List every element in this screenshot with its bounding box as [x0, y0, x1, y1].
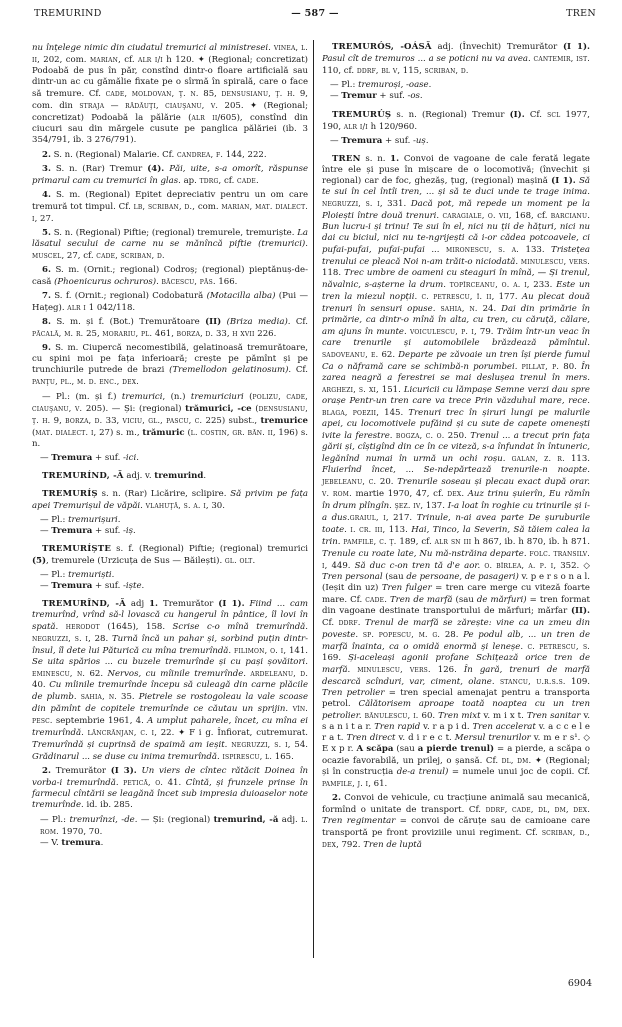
entry-subline: — Pl.: tremurînzi, -de. — Și: (regional) tremurind, -ă adj. l. rom. 1970, 70. [40, 815, 308, 837]
entry-paragraph: TREMURÍȘTE s. f. (Regional) Piftie; (regional) tremurici (5), tremurele (Urzicuța de Sus — Băilești). gl. olt. [32, 544, 308, 566]
entry-paragraph: TREMURÚȘ s. n. (Regional) Tremur (I). Cf. scl 1977, 190, alr i/i h 120/960. [322, 110, 590, 132]
entry-paragraph: TREMURÍND, -Ă adj. v. tremurind. [42, 471, 207, 481]
entry-subline: — Pl.: tremuroși, -oase. [330, 80, 432, 90]
entry-paragraph: 7. S. f. (Ornit.; regional) Codobatură (Motacilla alba) (Pui — Hațeg). alr i 1 042/118. [32, 291, 309, 313]
entry-subline: — Tremura + suf. -iș. [40, 526, 136, 536]
header-right-guideword: TREN [566, 8, 596, 19]
running-header [34, 8, 596, 22]
entry-paragraph: 3. S. n. (Rar) Tremur (4). Păi, uite, s-a omorît, răspunse primarul cam cu tremurici în glas. ap. tdrg, cf. cade. [32, 164, 309, 186]
entry-paragraph: TREMURÓS, -OÁSĂ adj. (Învechit) Tremurător (I 1). Pasul cît de tremuros ... a se poticni nu va avea. cantemir, ist. 110, cf. ddrf, bl v, 115, scriban, d. [322, 42, 591, 76]
entry-paragraph: 9. S. m. Ciupercă necomestibilă, gelatinoasă tremurătoare, cu spini moi pe fața inferioară; crește pe pămînt și pe trunchiurile putrede de brazi (Tremellodon gelatinosum). Cf. panţu, pl., m. d. enc., dex. [32, 343, 308, 387]
left-column [32, 42, 308, 849]
entry-paragraph: nu înțelege nimic din ciudatul tremurici al ministresei. vinea, l. ii, 202, com. marian, cf. alr i/i h 120. ✦ (Regional; concretizat) Podoabă de pus în păr, constînd dintr-o floare artificială sau dintr-un ac cu gămălie fixate pe o sîrmă în spirală, care o face să tremure. Cf. cade, moldovan, ţ. n. 85, densusianu, ţ. h. 9, com. din straja — rădăuţi, ciauşanu, v. 205. ✦ (Regional; concretizat) Podoabă la pălărie (alr ii/605), constînd din ciucuri sau din mărgele cusute pe panglica pălăriei (ib. 3 354/791, ib. 3 276/791). [32, 43, 309, 145]
entry-paragraph: TREMURÎ́ND, -Ă adj 1. Tremurător (I 1). Fiind ... cam tremurînd, vrînd să-l lovască cu hangerul în pântice, îl lovi în spată. herodot (1645), 158. Scrise c-o mînă tremurîndă. negruzzi, s. i, 28. Turnă încă un pahar și, sorbind puțin dintr-însul, îl dete lui Păturică cu mîna tremurîndă. filimon, o. i, 141. Se uita spărios ... cu buzele tremurînde și cu pași șovăitori. eminescu, n. 62. Nervos, cu mîinile tremurînde. ardeleanu, d. 40. Cu mîinile tremurînde începu să culeagă din carne plăcile de plumb. sahia, n. 35. Pietrele se rostogoleau la vale scoase din pămînt de copitele tremurînde ce căutau un sprijin. vîn. pesc. septembrie 1961, 4. A umplut paharele, încet, cu mîna ei tremurîndă. lăncrănjan, c. i, 22. ✦ F i g. Înfiorat, cutremurat. Tremurîndă și cuprinsă de spaimă am ieșit. negruzzi, s. i, 54. Grădinarul ... se duse cu inima tremurîndă. ispirescu, l. 165. [32, 599, 309, 762]
page-number: — 587 — [291, 8, 339, 19]
entry-paragraph: 6. S. m. (Ornit.; regional) Codroș; (regional) pieptănuș-de-casă (Phoenicurus ochruros). băcescu, păs. 166. [32, 265, 308, 287]
entry-paragraph: 2. Convoi de vehicule, cu tracțiune animală sau mecanică, formînd o unitate de transport. Cf. ddrf, cade, dl, dm, dex. Tren regimentar = convoi de căruțe sau de camioane care transportă pe front proviziile unui regiment. Cf. scriban, d., dex, 792. Tren de luptă [322, 793, 590, 850]
entry-subline: — Pl.: tremuriști. [40, 570, 115, 580]
column-divider [313, 40, 314, 958]
right-column [322, 42, 590, 854]
entry-subline: — Tremura + suf. -ici. [40, 453, 139, 463]
entry-paragraph: TREMURÍȘ s. n. (Rar) Licărire, sclipire. Să privim pe fața apei Tremurișul de văpăi. vlahuţă, s. a. i, 30. [32, 489, 308, 511]
entry-subline: — Tremur + suf. -os. [330, 91, 423, 101]
header-left-guideword: TREMURIND [34, 8, 102, 19]
entry-subline: — V. tremura. [40, 838, 104, 848]
page-footer-code: 6904 [567, 978, 592, 989]
entry-subline: — Tremura + suf. -iște. [40, 581, 145, 591]
entry-paragraph: 2. Tremurător (I 3). Un viers de cîntec rătăcit Doinea în vorba-i tremurîndă. petică, o. 41. Cîntă, și frunzele prinse în farmecul cîntării se leagănă încet sub impresia duioaselor note tremurînde. id. ib. 285. [32, 766, 309, 810]
entry-paragraph: 4. S. m. (Regional) Epitet depreciativ pentru un om care tremură tot timpul. Cf. lb, scriban, d., com. marian, mat. dialect. i, 27. [32, 190, 308, 224]
entry-subline: — Pl.: tremurișuri. [40, 515, 121, 525]
entry-paragraph: 2. S. n. (Regional) Malarie. Cf. candrea, f. 144, 222. [42, 150, 267, 160]
entry-paragraph: 8. S. m. și f. (Bot.) Tremurătoare (II) (Briza media). Cf. păcală, m. r. 25, morariu, pl. 461, borza, d. 33, h xvii 226. [32, 317, 308, 339]
entry-paragraph: TREN s. n. 1. Convoi de vagoane de cale ferată legate între ele și puse în mișcare de o locomotivă; (învechit și regional) car de foc, ghezăș, țug, (regional) mașină (I 1). Să te sui în cel întîi tren, ... și să te duci unde te trage inima. negruzzi, s. i, 331. Dacă pot, mă repede un moment pe la Ploiești între două trenuri. caragiale, o. vii, 168, cf. barcianu. Bun lucru-i și trinu! Te sui în el, nici nu ții de hățuri, nici nu dai cu biciul, nici nu te-ngrijești că i-or cădea potcoavele, ci pufai-pufai, pufai-pufai ... mironescu, s. a. 133. Tristețea trenului ce pleacă Noi n-am trăit-o niciodată. minulescu, vers. 118. Trec umbre de oameni cu steaguri în mînă, — Și trenul, năvalnic, s-așterne la drum. topîrceanu, o. a. i, 233. Este un tren la miezul nopții. c. petrescu, î. ii, 177. Au plecat două trenuri în sensuri opuse. sahia, n. 24. Dai din primărie în primărie, ca dintr-o mînă în alta, cu tren, cu căruță, călare, am ajuns în munte. voiculescu, p. i, 79. Trăim într-un veac în care trenurile și automobilele brăzdează pămîntul. sadoveanu, e. 62. Departe pe zăvoaie un tren își pierde fumul Ca o năframă care se schimbă-n porumbei. pillat, p. 80. În zarea neagră a ferestrei se mai deslușea trenul în mers. arghezi, s. xi, 151. Licuricii cu lămpașe Semne verzi dau spre orașe Pentr-un tren care va trece Prin văzduhul mare, rece. blaga, poezii, 145. Trenuri trec în șiruri lungi pe malurile apei, cu locomotivele pufăind și cu sute de capete omenești ivite la ferestre. bogza, c. o. 250. Trenul ... a trecut prin fața gării și, cîștigînd din ce în ce viteză, s-a înfundat în întuneric, legănînd numai în urmă un ochi roșu. galan, z. r. 113. Fluierînd încet, ... Se-ndepărtează trenurile-n noapte. jebeleanu, c. 20. Trenurile soseau și plecau exact după orar. v. rom. martie 1970, 47, cf. dex. Auz trinu șuierîn, Eu rămîn în drum plîngîn. şez. iv, 137. I-a loat în roghie cu trinurile și i-a dus.graiul, i, 217. Trinule, n-ai avea parte De șuruburile toate. i. cr. iii, 113. Hai, Tinco, la Severin, Să tăiem calea la trin. pamfile, c. ţ. 189, cf. alr sn iii h 867, ib. h 870, ib. h 871. Trenule cu roate late, Nu mă-nstrăina departe. folc. transilv. i, 449. Să duc c-on tren tă d'e aor. o. bîrlea, a. p. i, 352. ◇ Tren personal (sau de persoane, de pasageri) v. p e r s o n a l. (Ieșit din uz) Tren fulger = tren care merge cu viteză foarte mare. Cf. cade. Tren de marfă (sau de mărfuri) = tren format din vagoane destinate transportului de mărfuri; mărfar (II). Cf. ddrf. Trenul de marfă se zărește: vine ca un zmeu din poveste. sp. popescu, m. g. 28. Pe podul alb, ... un tren de marfă înainta, ca o omidă enormă și leneșe. c. petrescu, s. 169. Și-aceleași agonii profane Schițează orice tren de marfă. minulescu, vers. 126. În gară, trenuri de marfă descarcă scînduri, var, ciment, olane. stancu, u.r.s.s. 109. Tren petrolier = tren special amenajat pentru a transporta petrol. Călătorisem aproape toată noaptea cu un tren petrolier. bănulescu, i. 60. Tren mixt v. m i x t. Tren sanitar v. s a n i t a r. Tren rapid v. r a p i d. Tren accelerat v. a c c e l e r a t. Tren direct v. d i r e c t. Mersul trenurilor v. m e r s¹. ◇ E x p r. A scăpa (sau a pierde trenul) = a pierde, a scăpa o ocazie favorabilă, un prilej, o șansă. Cf. dl, dm. ✦ (Regional; și în construcția de-a trenul) = numele unui joc de copii. Cf. pamfile, j. i, 61. [322, 154, 591, 789]
entry-paragraph: 5. S. n. (Regional) Piftie; (regional) tremurele, tremuriște. La lăsatul secului de carne nu se mănîncă piftie (tremurici). muscel, 27, cf. cade, scriban, d. [32, 228, 308, 261]
entry-subline: — Tremura + suf. -uș. [330, 136, 429, 146]
entry-paragraph: — Pl.: (m. și f.) tremurici, (n.) tremuriciuri (polizu, cade, ciauşanu, v. 205). — Și: (regional) trămurici, -ce (densusianu, ţ. h. 9, borza, d. 33, viciu, gl., pascu, c. 225) subst., tremurice (mat. dialect. i, 27) s. m., trămuric (l. costin, gr. băn. ii, 196) s. n. [32, 392, 309, 449]
